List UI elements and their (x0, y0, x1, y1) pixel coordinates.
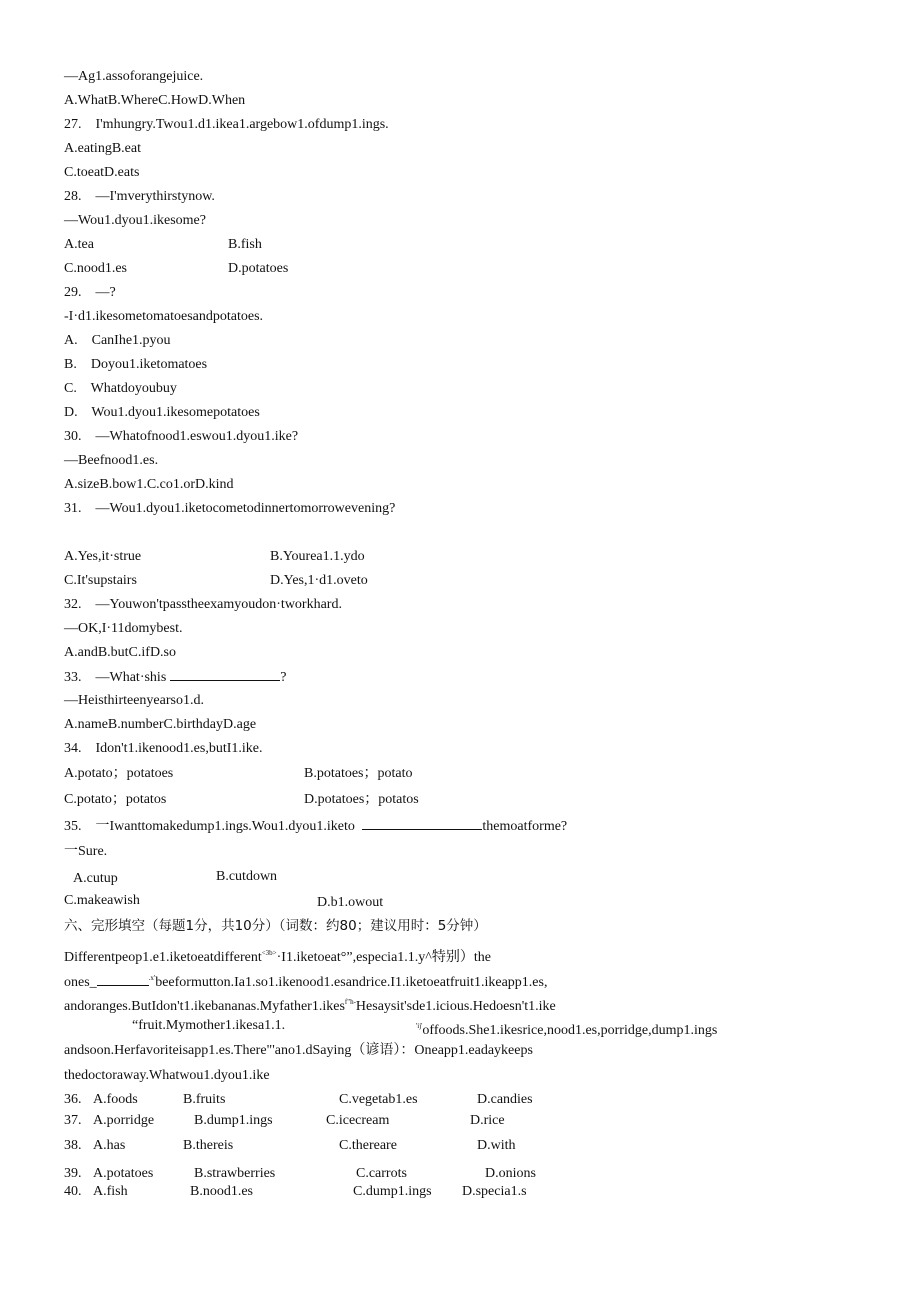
passage-1-superscript: <3b> (261, 949, 277, 957)
answer-line: —Ag1.assoforangejuice. (64, 69, 204, 84)
option-37-d: D.rice (470, 1113, 505, 1128)
option-31-a: A.Yes,it·strue (64, 549, 142, 564)
passage-2b: beeformutton.Ia1.so1.ikenood1.esandrice.I1.iketoeatfruit1.ikeapp1.es, (155, 975, 548, 990)
option-40-a: A.fish (93, 1184, 128, 1199)
passage-line-4b (416, 1017, 717, 1040)
option-40-c: C.dump1.ings (353, 1184, 432, 1199)
option-31-c: C.It'supstairs (64, 573, 137, 588)
option-29-b: B. Doyou1.iketomatoes (64, 357, 208, 372)
option-38-b: B.thereis (183, 1138, 234, 1153)
options-30: A.sizeB.bow1.C.co1.orD.kind (64, 477, 234, 492)
question-29-line2: -I·d1.ikesometomatoesandpotatoes. (64, 309, 264, 324)
question-28-line2: —Wou1.dyou1.ikesome? (64, 213, 206, 228)
q38-number: 38. (64, 1138, 82, 1153)
option-34-a: A.potato；potatoes (64, 766, 174, 781)
passage-1b: ·I1.iketoeat°”,especia1.1.y^特别）the (276, 950, 491, 965)
passage-line-5: andsoon.Herfavoriteisapp1.es.There"'ano1.dSaying（谚语）：Oneapp1.eadaykeeps (64, 1043, 533, 1058)
option-36-a: A.foods (93, 1092, 138, 1107)
q37-number: 37. (64, 1113, 82, 1128)
option-28-a: A.tea (64, 237, 94, 252)
question-30-line2: —Beefnood1.es. (64, 453, 159, 468)
option-35-d: D.b1.owout (317, 895, 384, 910)
option-38-a: A.has (93, 1138, 126, 1153)
option-38-c: C.thereare (339, 1138, 397, 1153)
option-34-c: C.potato；potatos (64, 792, 167, 807)
answer-blank (362, 817, 482, 830)
option-39-a: A.potatoes (93, 1166, 154, 1181)
section-6-heading: 六、完形填空（每题1分，共10分）（词数：约80；建议用时：5分钟） (64, 918, 487, 934)
option-36-b: B.fruits (183, 1092, 226, 1107)
q39-number: 39. (64, 1166, 82, 1181)
answer-blank (97, 973, 149, 986)
passage-2a: ones_ (64, 975, 97, 990)
question-33-end: ? (280, 670, 287, 685)
option-34-b: B.potatoes；potato (304, 766, 413, 781)
question-35-text: 35. 一Iwanttomakedump1.ings.Wou1.dyou1.iketo (64, 819, 355, 834)
passage-2-superscript: .x' (148, 974, 156, 982)
option-39-c: C.carrots (356, 1166, 407, 1181)
q40-number: 40. (64, 1184, 82, 1199)
option-36-c: C.vegetab1.es (339, 1092, 418, 1107)
option-35-a: A.cutup (73, 871, 118, 886)
option-39-d: D.onions (485, 1166, 536, 1181)
question-31: 31. —Wou1.dyou1.iketocometodinnertomorrowevening? (64, 501, 396, 516)
question-33 (64, 668, 286, 687)
option-37-a: A.porridge (93, 1113, 155, 1128)
question-34: 34. Idon't1.ikenood1.es,butI1.ike. (64, 741, 263, 756)
passage-1a: Differentpeop1.e1.iketoeatdifferent (64, 950, 262, 965)
option-35-c: C.makeawish (64, 893, 140, 908)
option-39-b: B.strawberries (194, 1166, 276, 1181)
passage-line-4a: “fruit.Mymother1.ikesa1.1. (132, 1018, 286, 1033)
question-33-line2: —Heisthirteenyearso1.d. (64, 693, 204, 708)
option-29-d: D. Wou1.dyou1.ikesomepotatoes (64, 405, 260, 420)
q36-number: 36. (64, 1092, 82, 1107)
option-28-c: C.nood1.es (64, 261, 127, 276)
passage-line-6: thedoctoraway.Whatwou1.dyou1.ike (64, 1068, 270, 1083)
answer-blank (170, 668, 280, 681)
option-35-b: B.cutdown (216, 869, 278, 884)
option-40-d: D.specia1.s (462, 1184, 527, 1199)
option-37-b: B.dump1.ings (194, 1113, 273, 1128)
option-31-b: B.Yourea1.1.ydo (270, 549, 365, 564)
passage-line-3 (64, 993, 556, 1016)
options-33: A.nameB.numberC.birthdayD.age (64, 717, 257, 732)
option-40-b: B.nood1.es (190, 1184, 253, 1199)
question-30: 30. —Whatofnood1.eswou1.dyou1.ike? (64, 429, 299, 444)
question-35 (64, 817, 567, 836)
option-34-d: D.potatoes；potatos (304, 792, 419, 807)
passage-3-superscript: f"h- (344, 998, 356, 1006)
options-line: A.WhatB.WhereC.HowD.When (64, 93, 246, 108)
option-28-d: D.potatoes (228, 261, 289, 276)
options-27-a: A.eatingB.eat (64, 141, 141, 156)
option-28-b: B.fish (228, 237, 262, 252)
option-29-c: C. Whatdoyoubuy (64, 381, 177, 396)
passage-line-2 (64, 969, 547, 992)
option-29-a: A. CanIhe1.pyou (64, 333, 171, 348)
question-29: 29. —? (64, 285, 116, 300)
question-35-line2: 一Sure. (64, 844, 108, 859)
passage-4-superscript: 'ij' (416, 1022, 423, 1030)
question-32-line2: —OK,I·11domybest. (64, 621, 183, 636)
question-35-end: themoatforme? (482, 819, 568, 834)
option-37-c: C.icecream (326, 1113, 390, 1128)
passage-3b: Hesaysit'sde1.icious.Hedoesn't1.ike (355, 999, 556, 1014)
option-38-d: D.with (477, 1138, 516, 1153)
question-27: 27. I'mhungry.Twou1.d1.ikea1.argebow1.ofdump1.ings. (64, 117, 389, 132)
question-32: 32. —Youwon'tpasstheexamyoudon·tworkhard. (64, 597, 342, 612)
question-33-text: 33. —What·shis (64, 670, 167, 685)
passage-4b: offoods.She1.ikesrice,nood1.es,porridge,dump1.ings (422, 1023, 718, 1038)
option-36-d: D.candies (477, 1092, 533, 1107)
options-27-b: C.toeatD.eats (64, 165, 140, 180)
option-31-d: D.Yes,1·d1.oveto (270, 573, 368, 588)
passage-3a: andoranges.ButIdon't1.ikebananas.Myfather1.ikes (64, 999, 345, 1014)
options-32: A.andB.butC.ifD.so (64, 645, 176, 660)
question-28: 28. —I'mverythirstynow. (64, 189, 215, 204)
passage-line-1 (64, 944, 491, 967)
